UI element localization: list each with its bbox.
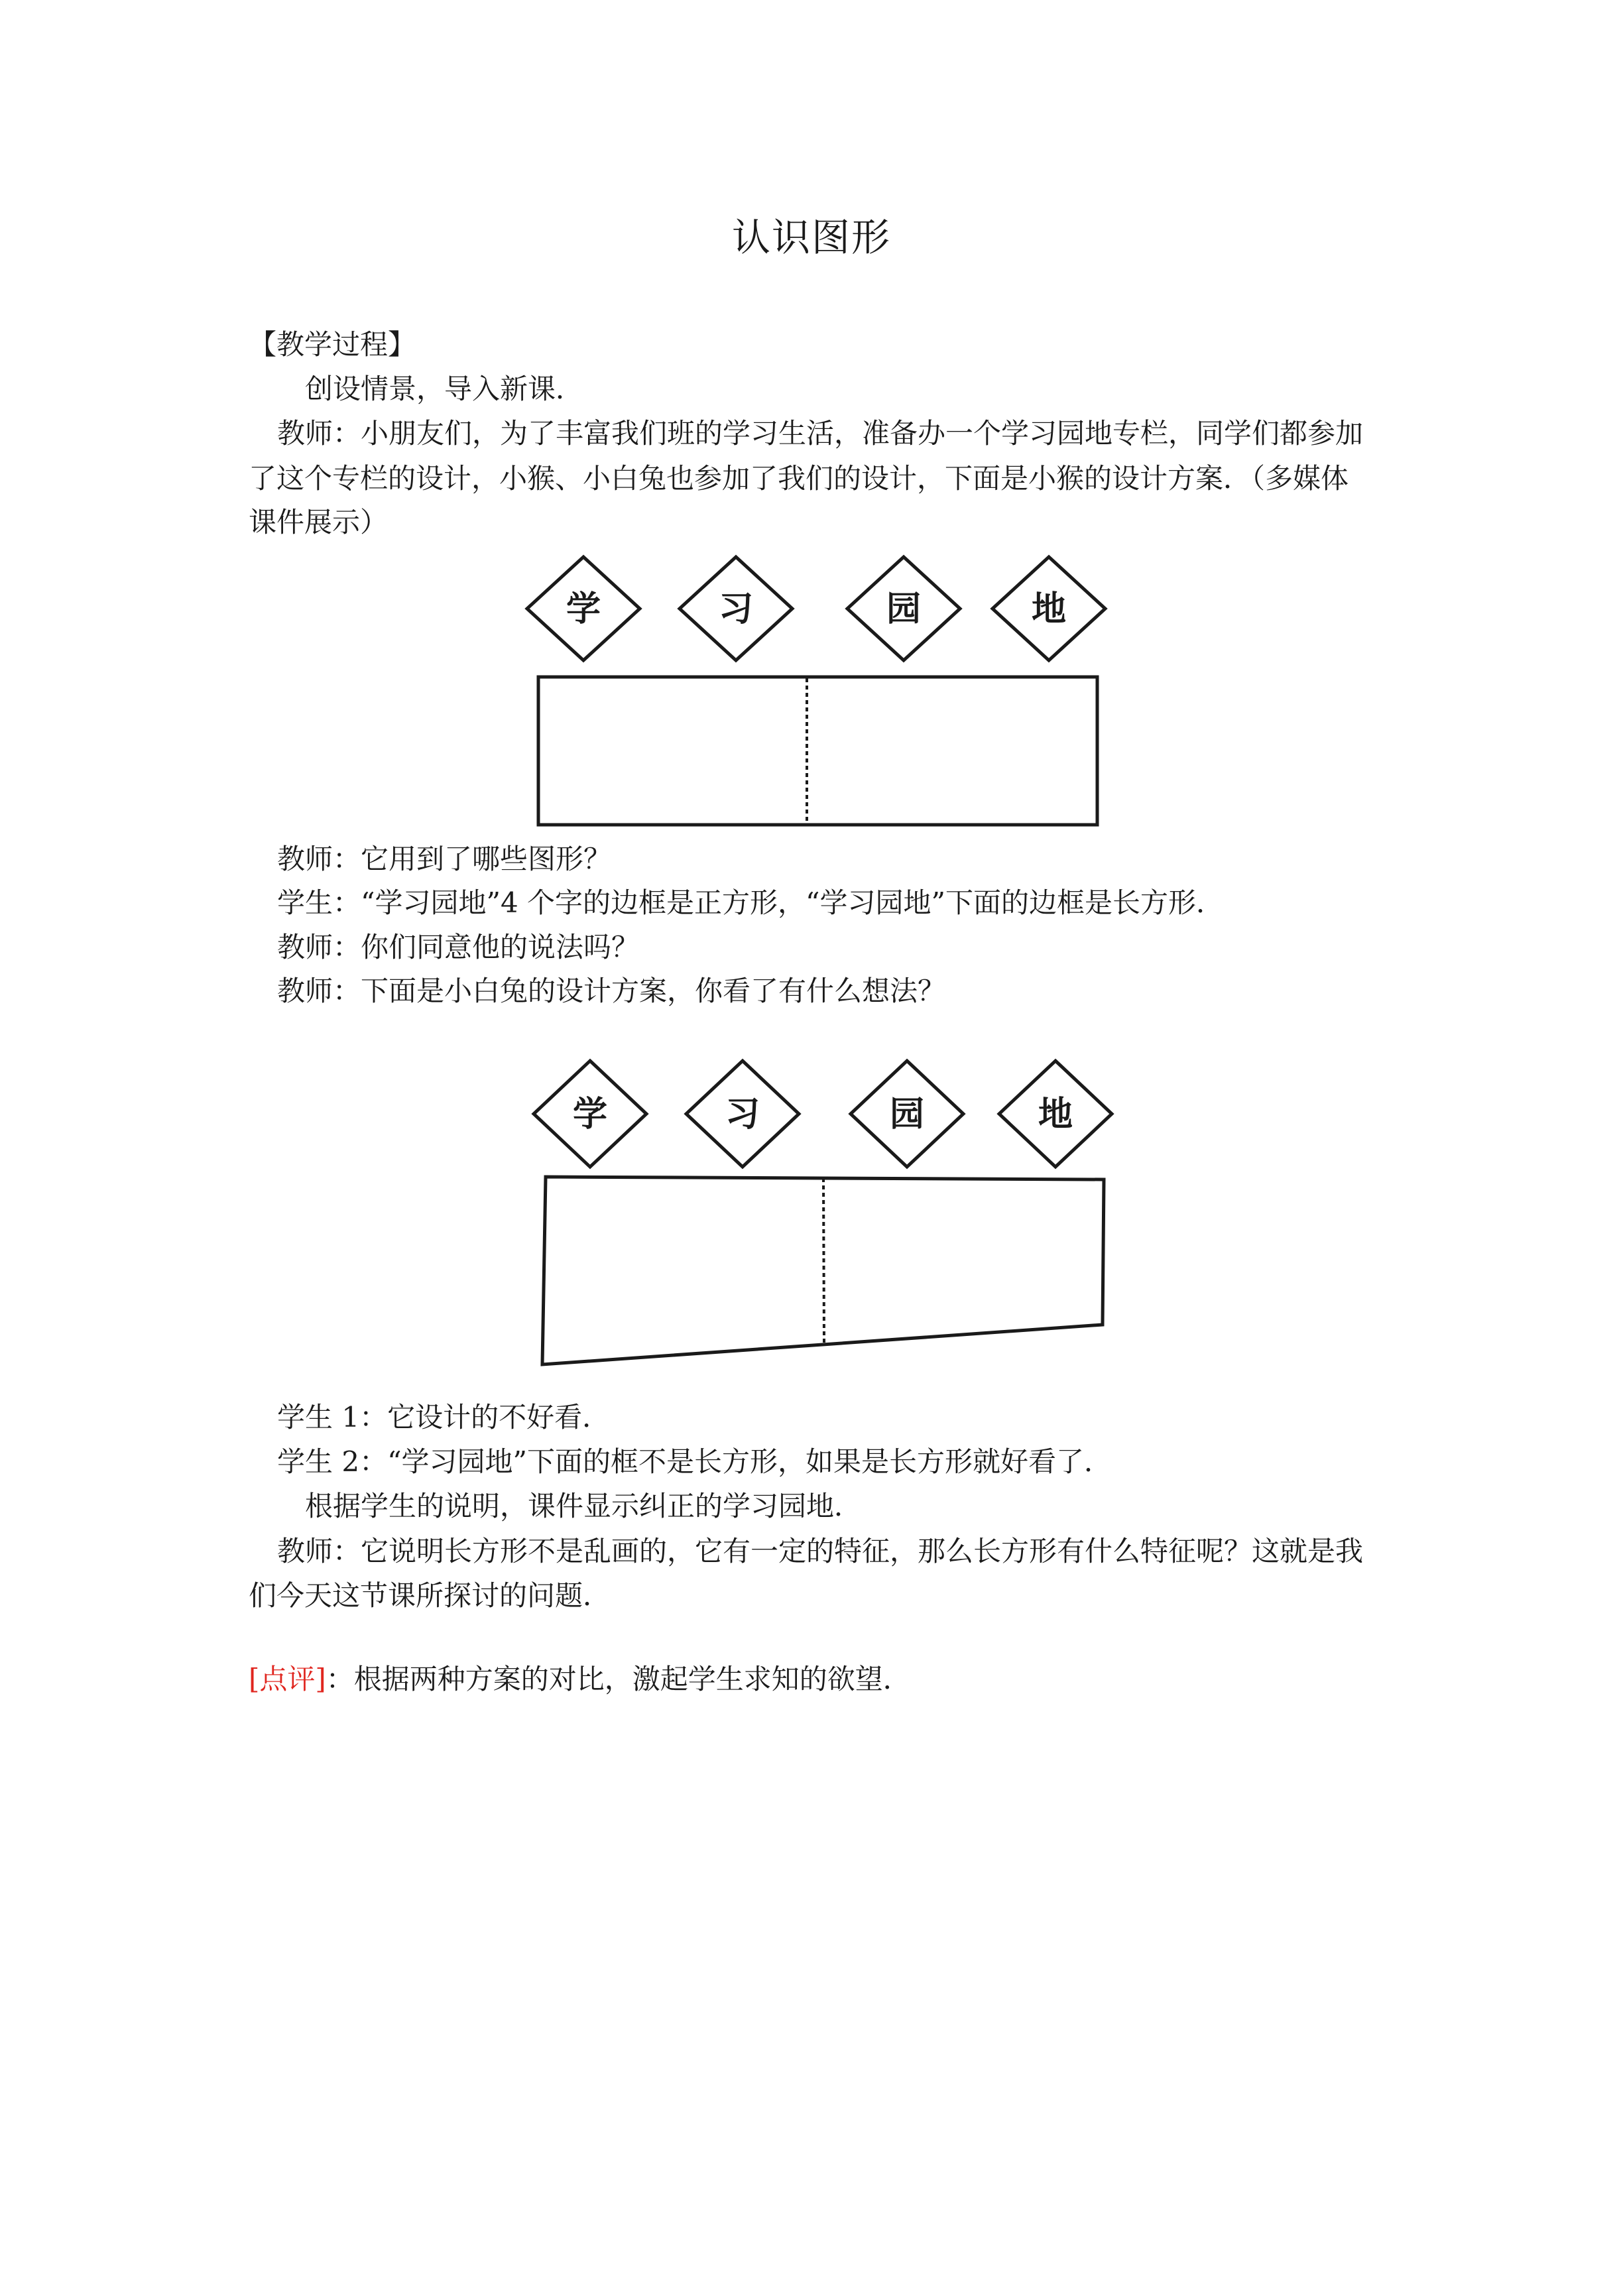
paragraph-intro: 创设情景，导入新课． (305, 373, 584, 405)
rabbit-design-figure (517, 1048, 1127, 1372)
comment-text: ：根据两种方案的对比，激起学生求知的欲望． (326, 1663, 911, 1695)
paragraph-student-1: 学生：“学习园地”4 个字的边框是正方形，“学习园地”下面的边框是长方形． (277, 886, 1224, 919)
paragraph-student-3: 学生 2：“学习园地”下面的框不是长方形，如果是长方形就好看了． (277, 1445, 1112, 1478)
diamond-char-3: 园 (886, 589, 922, 629)
diamond-char-4: 地 (1031, 589, 1067, 629)
diamond-char-3: 园 (889, 1095, 925, 1134)
diamond-char-4: 地 (1038, 1095, 1073, 1134)
paragraph-teacher-1-line-3: 课件展示） (249, 506, 389, 538)
monkey-design-figure (517, 544, 1127, 835)
paragraph-teacher-1-line-2: 了这个专栏的设计，小猴、小白兔也参加了我们的设计，下面是小猴的设计方案．（多媒体 (249, 462, 1349, 495)
diamond-char-2: 习 (725, 1095, 760, 1134)
diamond-char-2: 习 (718, 589, 754, 629)
diamond-char-1: 学 (572, 1095, 608, 1134)
paragraph-teacher-4: 教师：下面是小白兔的设计方案，你看了有什么想法？ (277, 975, 946, 1007)
paragraph-teacher-1-line-1: 教师：小朋友们，为了丰富我们班的学习生活，准备办一个学习园地专栏，同学们都参加 (277, 417, 1364, 450)
paragraph-teacher-3: 教师：你们同意他的说法吗？ (277, 931, 640, 963)
paragraph-note: 根据学生的说明，课件显示纠正的学习园地． (305, 1490, 863, 1522)
comment (249, 1660, 911, 1699)
bulletin-divider (823, 1178, 824, 1343)
paragraph-teacher-2: 教师：它用到了哪些图形？ (277, 843, 612, 875)
paragraph-teacher-5-line-1: 教师：它说明长方形不是乱画的，它有一定的特征，那么长方形有什么特征呢？这就是我 (277, 1535, 1364, 1567)
paragraph-student-2: 学生 1：它设计的不好看． (277, 1401, 611, 1433)
comment-label: [点评] (249, 1663, 326, 1695)
paragraph-teacher-5-line-2: 们今天这节课所探讨的问题． (249, 1579, 611, 1612)
page-title: 认识图形 (731, 215, 891, 260)
section-heading: 【教学过程】 (249, 328, 416, 361)
bulletin-rectangle (538, 677, 1097, 825)
diamond-char-1: 学 (566, 589, 601, 629)
bulletin-trapezoid (542, 1177, 1104, 1364)
